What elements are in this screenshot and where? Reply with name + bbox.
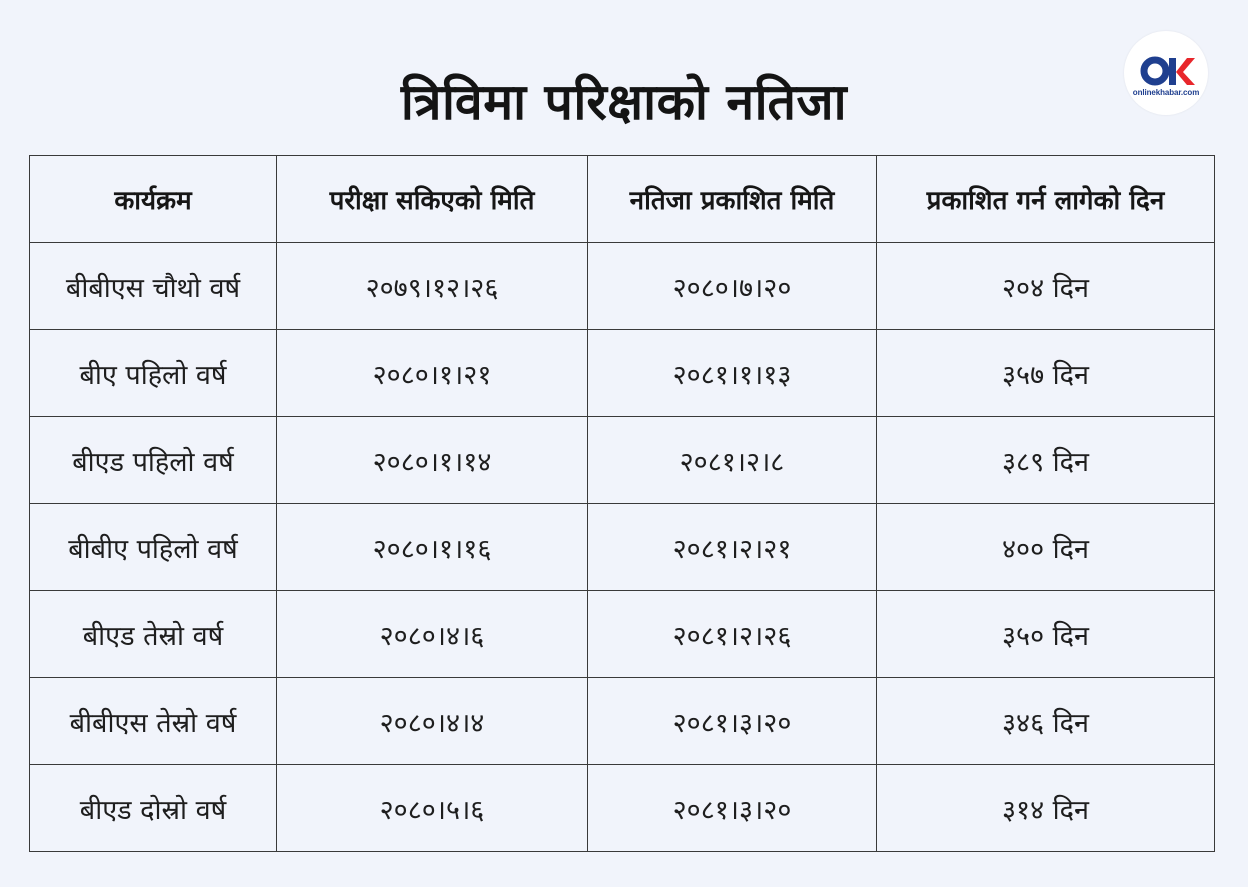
cell-result-date: २०८०।७।२० (588, 243, 877, 330)
header-days-taken: प्रकाशित गर्न लागेको दिन (877, 156, 1215, 243)
cell-exam-end-date: २०८०।५।६ (277, 765, 588, 852)
cell-program: बीए पहिलो वर्ष (30, 330, 277, 417)
cell-exam-end-date: २०८०।१।२१ (277, 330, 588, 417)
cell-result-date: २०८१।२।२६ (588, 591, 877, 678)
table-row (30, 678, 1215, 765)
cell-days-taken: ३१४ दिन (877, 765, 1215, 852)
cell-program: बीएड पहिलो वर्ष (30, 417, 277, 504)
table-row (30, 591, 1215, 678)
cell-result-date: २०८१।१।१३ (588, 330, 877, 417)
cell-program: बीबीए पहिलो वर्ष (30, 504, 277, 591)
cell-exam-end-date: २०८०।१।१४ (277, 417, 588, 504)
cell-result-date: २०८१।२।८ (588, 417, 877, 504)
results-table (29, 155, 1215, 852)
cell-days-taken: ३४६ दिन (877, 678, 1215, 765)
cell-exam-end-date: २०७९।१२।२६ (277, 243, 588, 330)
table-row (30, 417, 1215, 504)
table-row (30, 243, 1215, 330)
cell-program: बीबीएस चौथो वर्ष (30, 243, 277, 330)
cell-days-taken: २०४ दिन (877, 243, 1215, 330)
header-result-date: नतिजा प्रकाशित मिति (588, 156, 877, 243)
header-exam-end-date: परीक्षा सकिएको मिति (277, 156, 588, 243)
table-row (30, 504, 1215, 591)
cell-program: बीएड तेस्रो वर्ष (30, 591, 277, 678)
cell-result-date: २०८१।३।२० (588, 765, 877, 852)
onlinekhabar-logo (1124, 31, 1208, 115)
table-header-row (30, 156, 1215, 243)
cell-days-taken: ३५७ दिन (877, 330, 1215, 417)
table-row (30, 330, 1215, 417)
cell-exam-end-date: २०८०।४।४ (277, 678, 588, 765)
logo-text: onlinekhabar.com (1132, 88, 1200, 97)
cell-program: बीबीएस तेस्रो वर्ष (30, 678, 277, 765)
cell-days-taken: ४०० दिन (877, 504, 1215, 591)
ok-logo-icon (1124, 31, 1208, 115)
cell-days-taken: ३५० दिन (877, 591, 1215, 678)
cell-exam-end-date: २०८०।१।१६ (277, 504, 588, 591)
cell-days-taken: ३८९ दिन (877, 417, 1215, 504)
cell-exam-end-date: २०८०।४।६ (277, 591, 588, 678)
table-row (30, 765, 1215, 852)
header-program: कार्यक्रम (30, 156, 277, 243)
cell-result-date: २०८१।२।२१ (588, 504, 877, 591)
page-title: त्रिविमा परिक्षाको नतिजा (400, 73, 848, 131)
cell-result-date: २०८१।३।२० (588, 678, 877, 765)
cell-program: बीएड दोस्रो वर्ष (30, 765, 277, 852)
